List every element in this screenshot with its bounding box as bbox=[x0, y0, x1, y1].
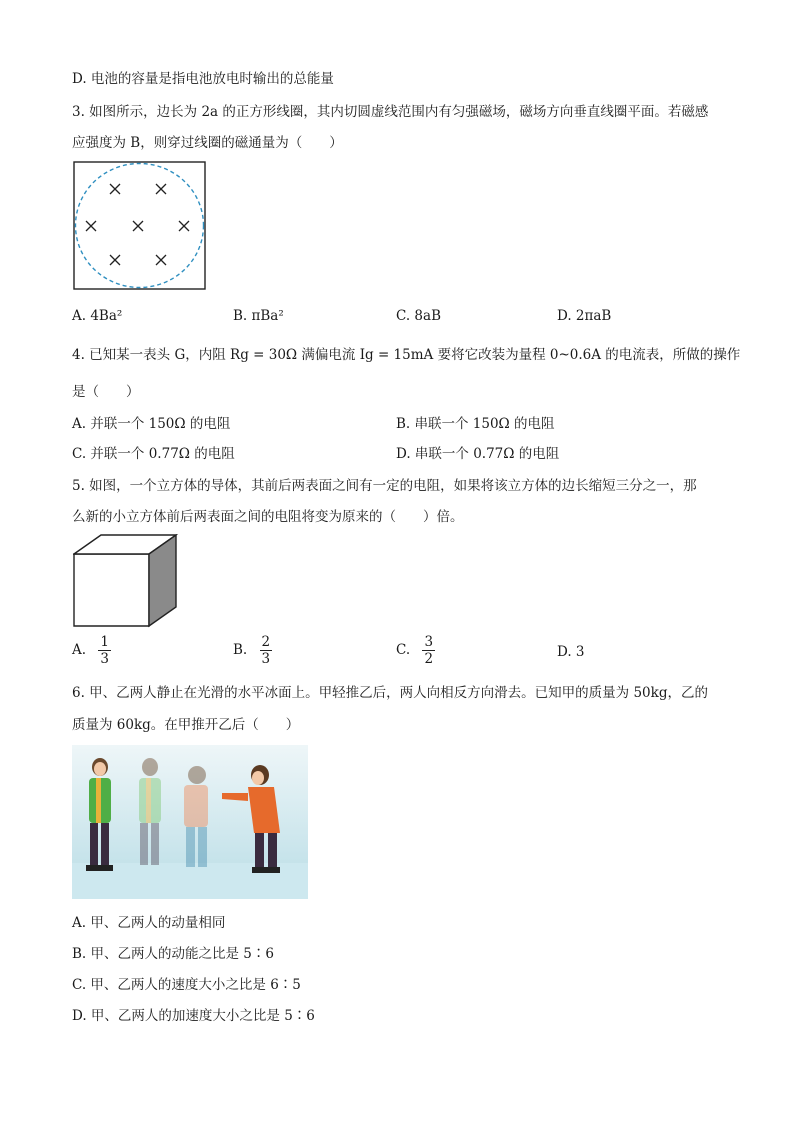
q5-option-c: C. $\frac{3}{2}$ bbox=[396, 634, 434, 667]
q6-option-c: C. 甲、乙两人的速度大小之比是 6∶5 bbox=[72, 977, 301, 993]
q5-stem-line1: 5. 如图，一个立方体的导体，其前后两表面之间有一定的电阻，如果将该立方体的边长缩短三分之一，那 bbox=[72, 478, 697, 494]
q2-option-d: D. 电池的容量是指电池放电时输出的总能量 bbox=[72, 71, 334, 87]
q4-stem-line1: 4. 已知某一表头 G，内阻 Rg = 30Ω 满偏电流 Ig = 15mA 要将它改装为量程 0~0.6A 的电流表，所做的操作 bbox=[72, 347, 741, 363]
q4-option-d: D. 串联一个 0.77Ω 的电阻 bbox=[396, 446, 560, 462]
q4-option-c: C. 并联一个 0.77Ω 的电阻 bbox=[72, 446, 235, 462]
q3-stem-line2: 应强度为 B，则穿过线圈的磁通量为（ ） bbox=[72, 135, 343, 151]
q5-option-d: D. 3 bbox=[557, 644, 585, 660]
q6-option-d: D. 甲、乙两人的加速度大小之比是 5∶6 bbox=[72, 1008, 315, 1024]
q3-option-d: D. 2πaB bbox=[557, 308, 612, 324]
q5-option-b: B. $\frac{2}{3}$ bbox=[233, 634, 271, 667]
q4-option-a: A. 并联一个 150Ω 的电阻 bbox=[72, 416, 231, 432]
q6-stem-line2: 质量为 60kg。在甲推开乙后（ ） bbox=[72, 717, 300, 733]
q6-stem-line1: 6. 甲、乙两人静止在光滑的水平冰面上。甲轻推乙后，两人向相反方向滑去。已知甲的质量为 50kg，乙的 bbox=[72, 685, 708, 701]
q3-stem-line1: 3. 如图所示，边长为 2a 的正方形线圈，其内切圆虚线范围内有匀强磁场，磁场方向垂直线圈平面。若磁感 bbox=[72, 104, 709, 120]
q5-stem-line2: 么新的小立方体前后两表面之间的电阻将变为原来的（ ）倍。 bbox=[72, 509, 464, 525]
q3-option-a: A. 4Ba² bbox=[72, 308, 123, 324]
q4-stem-line2: 是（ ） bbox=[72, 384, 140, 400]
q4-option-b: B. 串联一个 150Ω 的电阻 bbox=[396, 416, 555, 432]
q5-option-a: A. $\frac{1}{3}$ bbox=[72, 634, 109, 667]
q3-option-c: C. 8aB bbox=[396, 308, 441, 324]
q6-option-b: B. 甲、乙两人的动能之比是 5∶6 bbox=[72, 946, 274, 962]
skaters-illustration bbox=[72, 745, 308, 899]
square-coil-figure bbox=[73, 161, 207, 291]
q6-option-a: A. 甲、乙两人的动量相同 bbox=[72, 915, 226, 931]
q3-option-b: B. πBa² bbox=[233, 308, 284, 324]
cube-figure bbox=[73, 534, 179, 628]
